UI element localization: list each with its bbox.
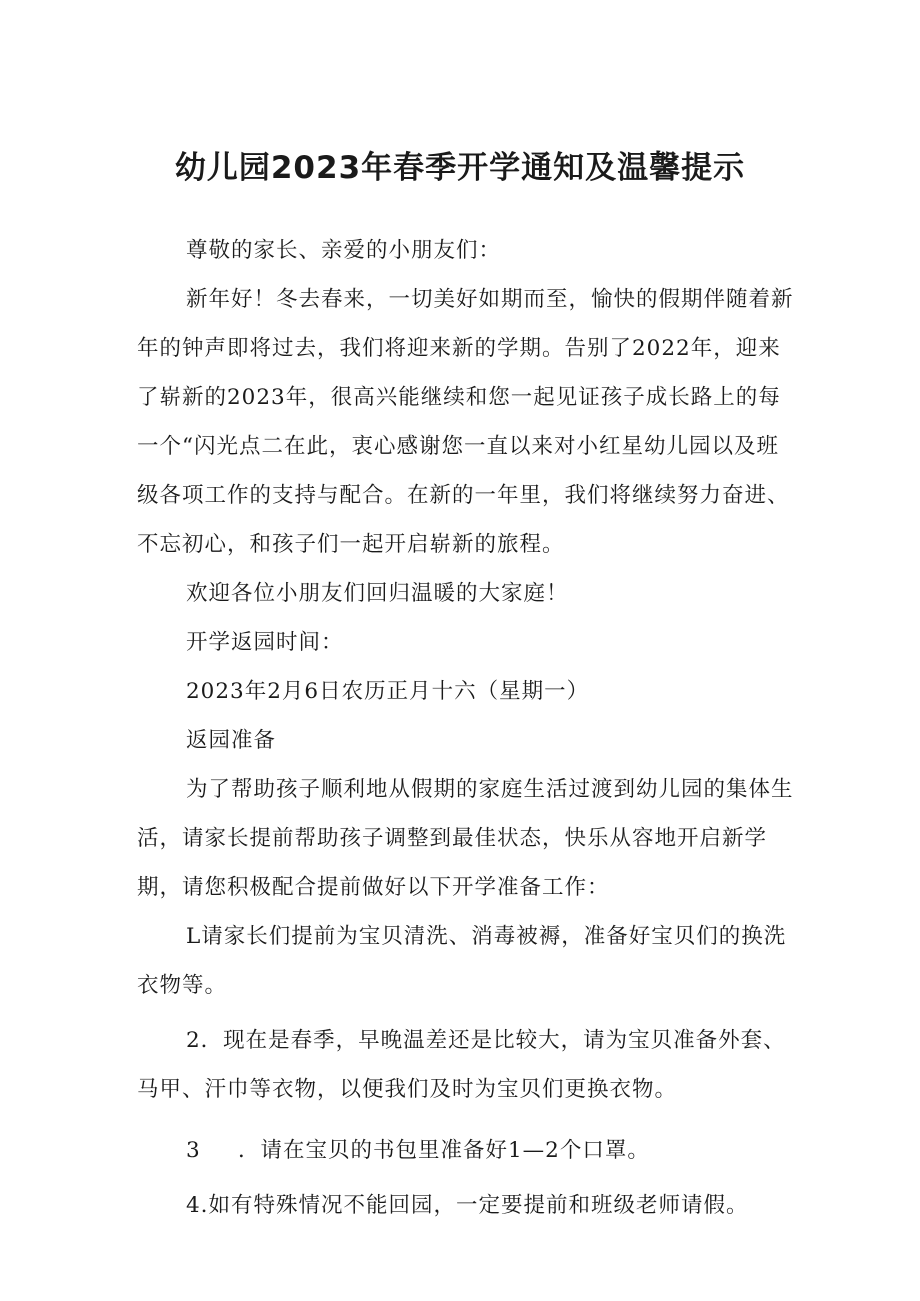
- prep-item-3: [137, 1126, 797, 1175]
- greeting-paragraph: 尊敬的家长、亲爱的小朋友们：: [186, 238, 502, 263]
- document-title: 幼儿园2023年春季开学通知及温馨提示: [174, 150, 746, 186]
- prep-item-3-number: 3: [186, 1138, 201, 1163]
- intro-paragraph: 新年好！冬去春来，一切美好如期而至，愉快的假期伴随着新年的钟声即将过去，我们将迎来新的学期。告别了2022年，迎来了崭新的2023年，很高兴能继续和您一起见证孩子成长路上的每一个“闪光点二在此，衷心感谢您一直以来对小红星幼儿园以及班级各项工作的支持与配合。在新的一年里，我们将继续努力奋进、不忘初心，和孩子们一起开启崭新的旅程。: [137, 287, 794, 557]
- prep-item-3-text: ．请在宝贝的书包里准备好1—2个口罩。: [238, 1138, 650, 1163]
- return-time-heading: 开学返园时间：: [186, 630, 344, 655]
- prep-intro-paragraph: 为了帮助孩子顺利地从假期的家庭生活过渡到幼儿园的集体生活，请家长提前帮助孩子调整到最佳状态，快乐从容地开启新学期，请您积极配合提前做好以下开学准备工作：: [137, 777, 794, 900]
- prep-item-1: L请家长们提前为宝贝清洗、消毒被褥，准备好宝贝们的换洗衣物等。: [137, 924, 787, 998]
- welcome-paragraph: 欢迎各位小朋友们回归温暖的大家庭！: [186, 581, 569, 606]
- prep-item-2: 2．现在是春季，早晚温差还是比较大，请为宝贝准备外套、马甲、汗巾等衣物，以便我们及时为宝贝们更换衣物。: [137, 1028, 786, 1102]
- prep-item-4: 4.如有特殊情况不能回园，一定要提前和班级老师请假。: [186, 1193, 749, 1218]
- prep-heading: 返园准备: [186, 728, 277, 753]
- document-body: [137, 226, 797, 1230]
- return-date: 2023年2月6日农历正月十六（星期一）: [186, 679, 590, 704]
